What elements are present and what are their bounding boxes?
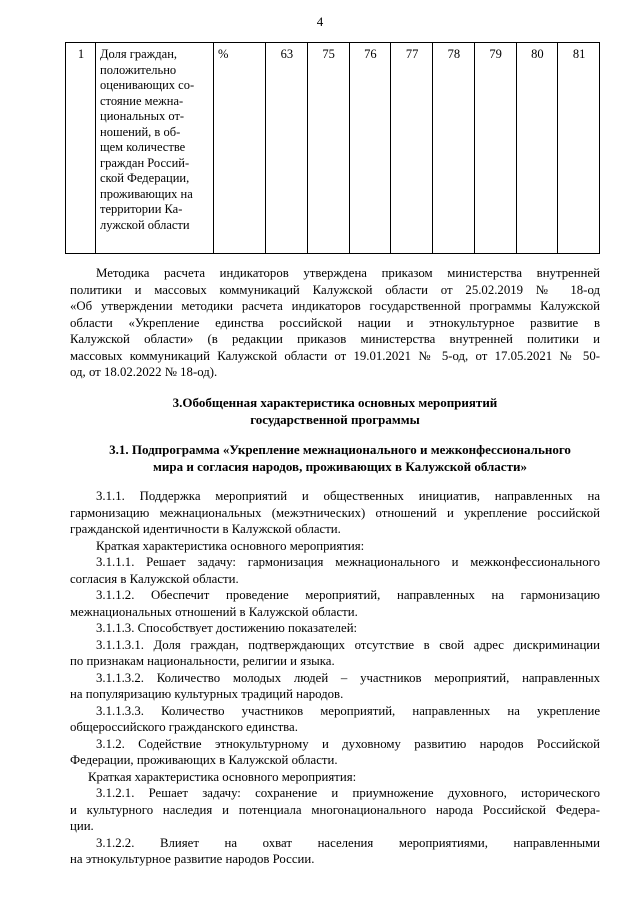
body-text [70,488,600,868]
value-cell: 77 [391,43,433,254]
methodology-paragraph [70,265,600,381]
text-line: по признакам национальности, религии и языка. [70,654,335,668]
value-cell: 80 [516,43,558,254]
value-cell: 81 [558,43,600,254]
indicator-line: Доля граждан, [100,47,178,61]
text-line: од, от 18.02.2022 № 18-од). [70,365,218,379]
heading-line: 3.Обобщенная характеристика основных мероприятий [172,395,498,410]
indicator-line: щем количестве [100,140,186,154]
text-line: межнациональных отношений в Калужской области. [70,604,358,619]
indicator-line: оценивающих со- [100,78,195,92]
indicator-line: циональных от- [100,109,185,123]
subsection-3-1-heading [80,442,600,475]
indicator-line: положительно [100,62,177,77]
text-line: политики и массовых коммуникаций Калужской области от 25.02.2019 № 18-од [70,282,600,297]
text-line: ции. [70,819,94,833]
text-line: «Об утверждении методики расчета индикаторов государственной программы Калужской [70,299,600,313]
text-line: Краткая характеристика основного мероприятия: [88,769,357,784]
section-3-heading [70,395,600,428]
page-number: 4 [316,14,324,29]
indicator-line: стояние межна- [100,93,184,108]
indicator-name [96,43,214,254]
indicator-line: ношений, в об- [100,124,181,139]
text-line: 3.1.2.1. Решает задачу: сохранение и приумножение духовного, исторического [96,786,600,800]
text-line: 3.1.1.2. Обеспечит проведение мероприятий, направленных на гармонизацию [96,588,600,602]
text-line: на этнокультурное развитие народов России. [70,852,315,866]
text-line: массовых коммуникаций Калужской области от 19.01.2021 № 5-од, от 17.05.2021 № 50- [70,348,600,363]
value-cell: 76 [349,43,391,254]
text-line: гражданской идентичности в Калужской области. [70,522,341,536]
heading-line: 3.1. Подпрограмма «Укрепление межнационального и межконфессионального [109,442,571,457]
value-cell: 75 [307,43,349,254]
table-row [66,43,600,254]
text-line: согласия в Калужской области. [70,571,239,586]
text-line: гармонизацию межнациональных (межэтнических) отношений и укрепление российской [70,505,600,520]
text-line: и культурного наследия и потенциала многонационального народа Российской Федера- [70,802,600,817]
text-line: области «Укрепление единства российской нации и этнокультурное развитие в [70,315,600,330]
text-line: Федерации, проживающих в Калужской области. [70,753,338,767]
text-line: Калужской области» (в редакции приказов министерства внутренней политики и [70,332,600,346]
text-line: Методика расчета индикаторов утверждена приказом министерства внутренней [96,266,600,280]
unit-cell: % [214,43,266,254]
indicator-line: территории Ка- [100,202,183,216]
indicator-line: ской Федерации, [100,171,190,185]
indicator-line: лужской области [100,217,190,232]
indicator-line: граждан Россий- [100,155,190,170]
text-line: 3.1.1.1. Решает задачу: гармонизация межнационального и межконфессионального [96,555,600,569]
indicator-line: проживающих на [100,186,193,201]
text-line: 3.1.1.3.2. Количество молодых людей – участников мероприятий, направленных [96,670,600,685]
text-line: 3.1.1. Поддержка мероприятий и общественных инициатив, направленных на [96,489,600,503]
indicator-table [65,42,600,254]
text-line: 3.1.2.2. Влияет на охват населения мероприятиями, направленными [96,835,600,850]
text-line: 3.1.1.3. Способствует достижению показателей: [96,621,358,635]
text-line: на популяризацию культурных традиций народов. [70,687,344,701]
heading-line: государственной программы [250,411,420,427]
text-line: 3.1.1.3.1. Доля граждан, подтверждающих отсутствие в свой адрес дискриминации [96,637,600,652]
text-line: 3.1.1.3.3. Количество участников мероприятий, направленных на укрепление [96,703,600,718]
text-line: Краткая характеристика основного мероприятия: [96,538,365,553]
text-line: общероссийского гражданского единства. [70,720,298,734]
value-cell: 78 [433,43,475,254]
heading-line: мира и согласия народов, проживающих в Калужской области» [153,458,527,474]
value-cell: 79 [474,43,516,254]
text-line: 3.1.2. Содействие этнокультурному и духовному развитию народов Российской [96,736,600,751]
value-cell: 63 [266,43,308,254]
row-number: 1 [66,43,96,254]
